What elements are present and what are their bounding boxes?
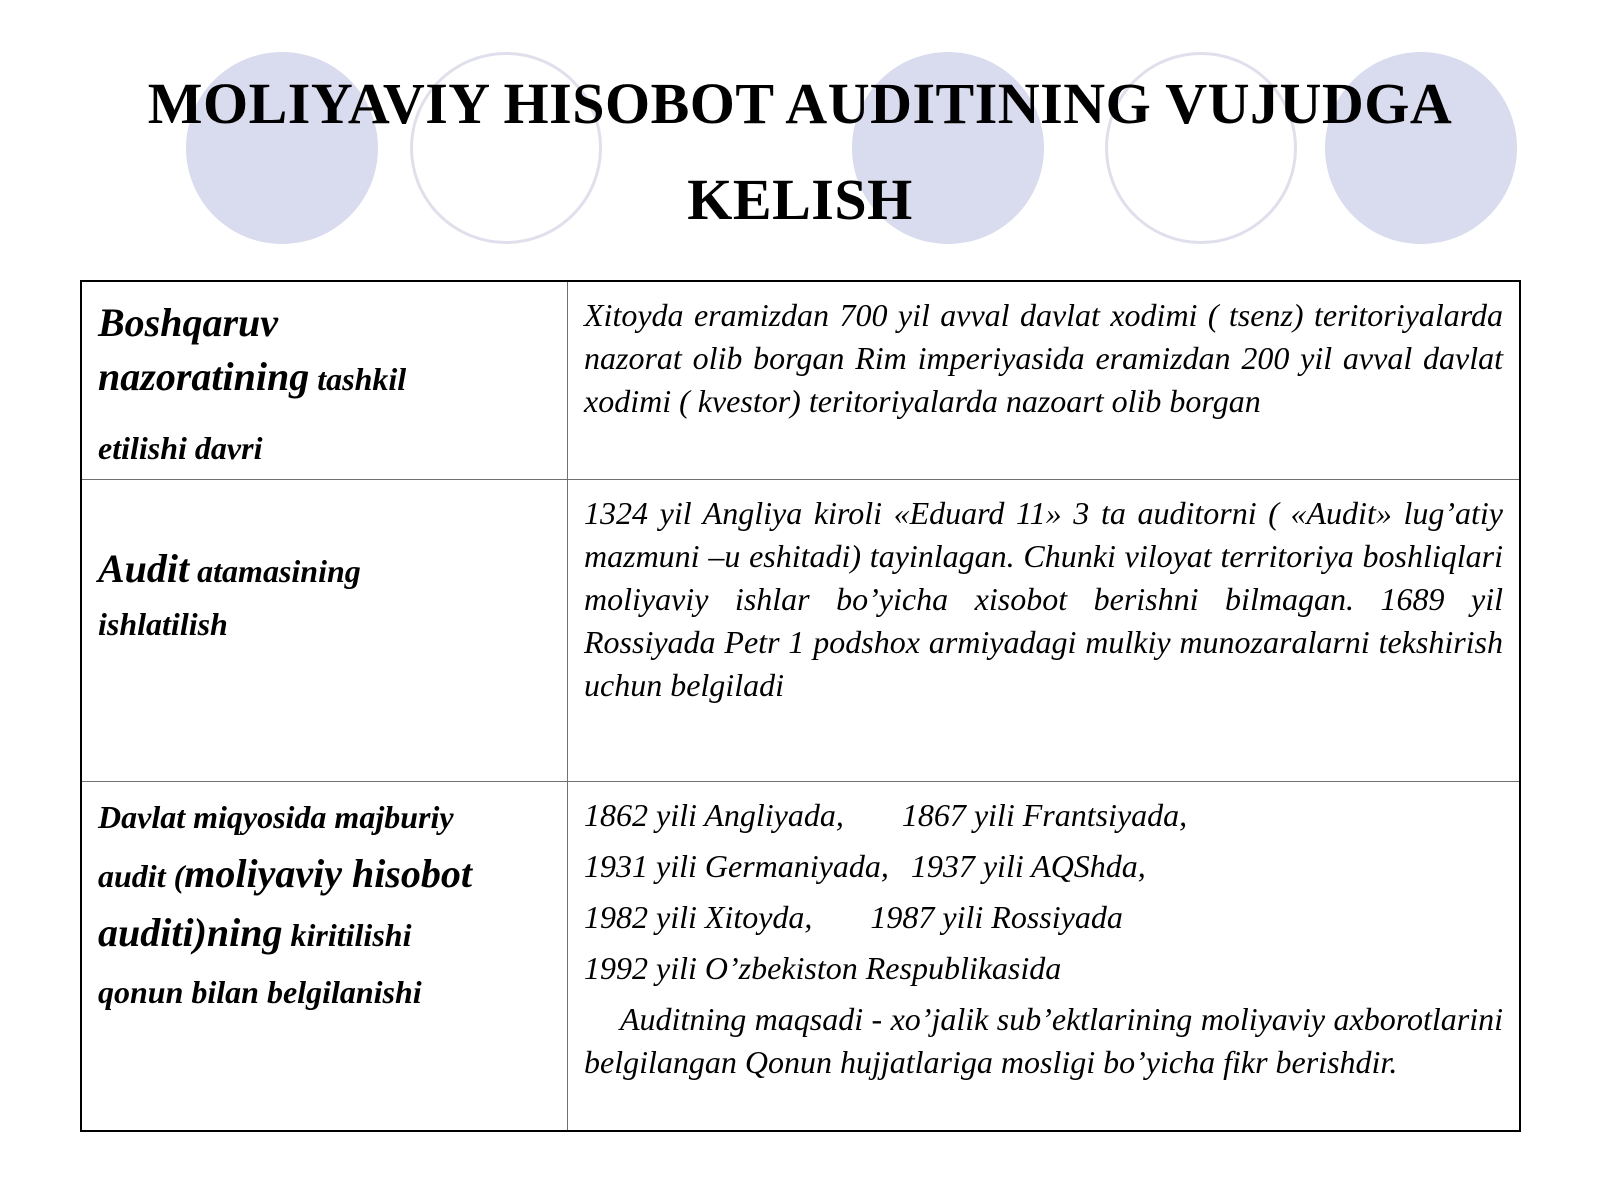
date-entry: 1867 yili Frantsiyada, xyxy=(901,796,1188,833)
row-heading xyxy=(98,296,553,406)
heading-text: auditi)ning xyxy=(98,909,283,955)
title-line-1: MOLIYAVIY HISOBOT AUDITINING VUJUDGA xyxy=(147,71,1453,136)
date-entry: 1987 yili Rossiyada xyxy=(870,898,1123,935)
row-body-cell xyxy=(568,781,1521,1131)
heading-text: audit ( xyxy=(98,857,185,894)
date-line xyxy=(584,943,1503,994)
date-line xyxy=(584,892,1503,943)
date-entry: 1937 yili AQShda, xyxy=(910,847,1146,884)
heading-text: kiritilishi xyxy=(282,916,412,953)
heading-text: Davlat miqyosida majburiy xyxy=(98,798,454,835)
row-heading xyxy=(98,546,553,654)
heading-text: atamasining xyxy=(189,553,361,589)
row-heading-cell xyxy=(81,281,568,479)
slide-title xyxy=(60,56,1540,248)
purpose-paragraph: Auditning maqsadi - xo’jalik sub’ektlarining moliyaviy axborotlarini belgilangan Qonun hujjatlariga mosligi bo’yicha fikr berishdir. xyxy=(584,1000,1503,1080)
heading-text: nazoratining xyxy=(98,354,310,399)
row-heading xyxy=(98,792,553,1024)
row-body-cell: Xitoyda eramizdan 700 yil avval davlat xodimi ( tsenz) teritoriyalarda nazorat olib borgan Rim imperiyasida eramizdan 200 yil avval davlat xodimi ( kvestor) teritoriyalarda nazoart olib borgan xyxy=(568,281,1521,479)
date-line xyxy=(584,790,1503,841)
row-heading-sub: etilishi davri xyxy=(98,430,263,466)
date-entry: 1982 yili Xitoyda, xyxy=(584,898,813,935)
table-row xyxy=(81,781,1520,1131)
row-heading-cell xyxy=(81,479,568,781)
date-entry: 1931 yili Germaniyada, xyxy=(584,847,889,884)
heading-text: qonun bilan belgilanishi xyxy=(98,973,422,1010)
heading-text: tashkil xyxy=(309,361,407,397)
table-row xyxy=(81,281,1520,479)
title-line-2: KELISH xyxy=(687,167,913,232)
heading-text: moliyaviy hisobot xyxy=(184,850,472,896)
heading-text: Boshqaruv xyxy=(98,300,279,345)
table-row xyxy=(81,479,1520,781)
heading-text: ishlatilish xyxy=(98,606,228,642)
date-entry: 1862 yili Angliyada, xyxy=(584,796,844,833)
row-body-cell: 1324 yil Angliya kiroli «Eduard 11» 3 ta auditorni ( «Audit» lug’atiy mazmuni –u eshitadi) tayinlagan. Chunki viloyat territoriya boshliqlari moliyaviy ishlar bo’yicha xisobot berishni bilmagan. 1689 yil Rossiyada Petr 1 podshox armiyadagi mulkiy munozaralarni tekshirish uchun belgiladi xyxy=(568,479,1521,781)
history-table xyxy=(80,280,1521,1132)
date-line xyxy=(584,841,1503,892)
date-entry: 1992 yili O’zbekiston Respublikasida xyxy=(584,949,1062,986)
row-heading-cell xyxy=(81,781,568,1131)
heading-text: Audit xyxy=(98,546,190,591)
